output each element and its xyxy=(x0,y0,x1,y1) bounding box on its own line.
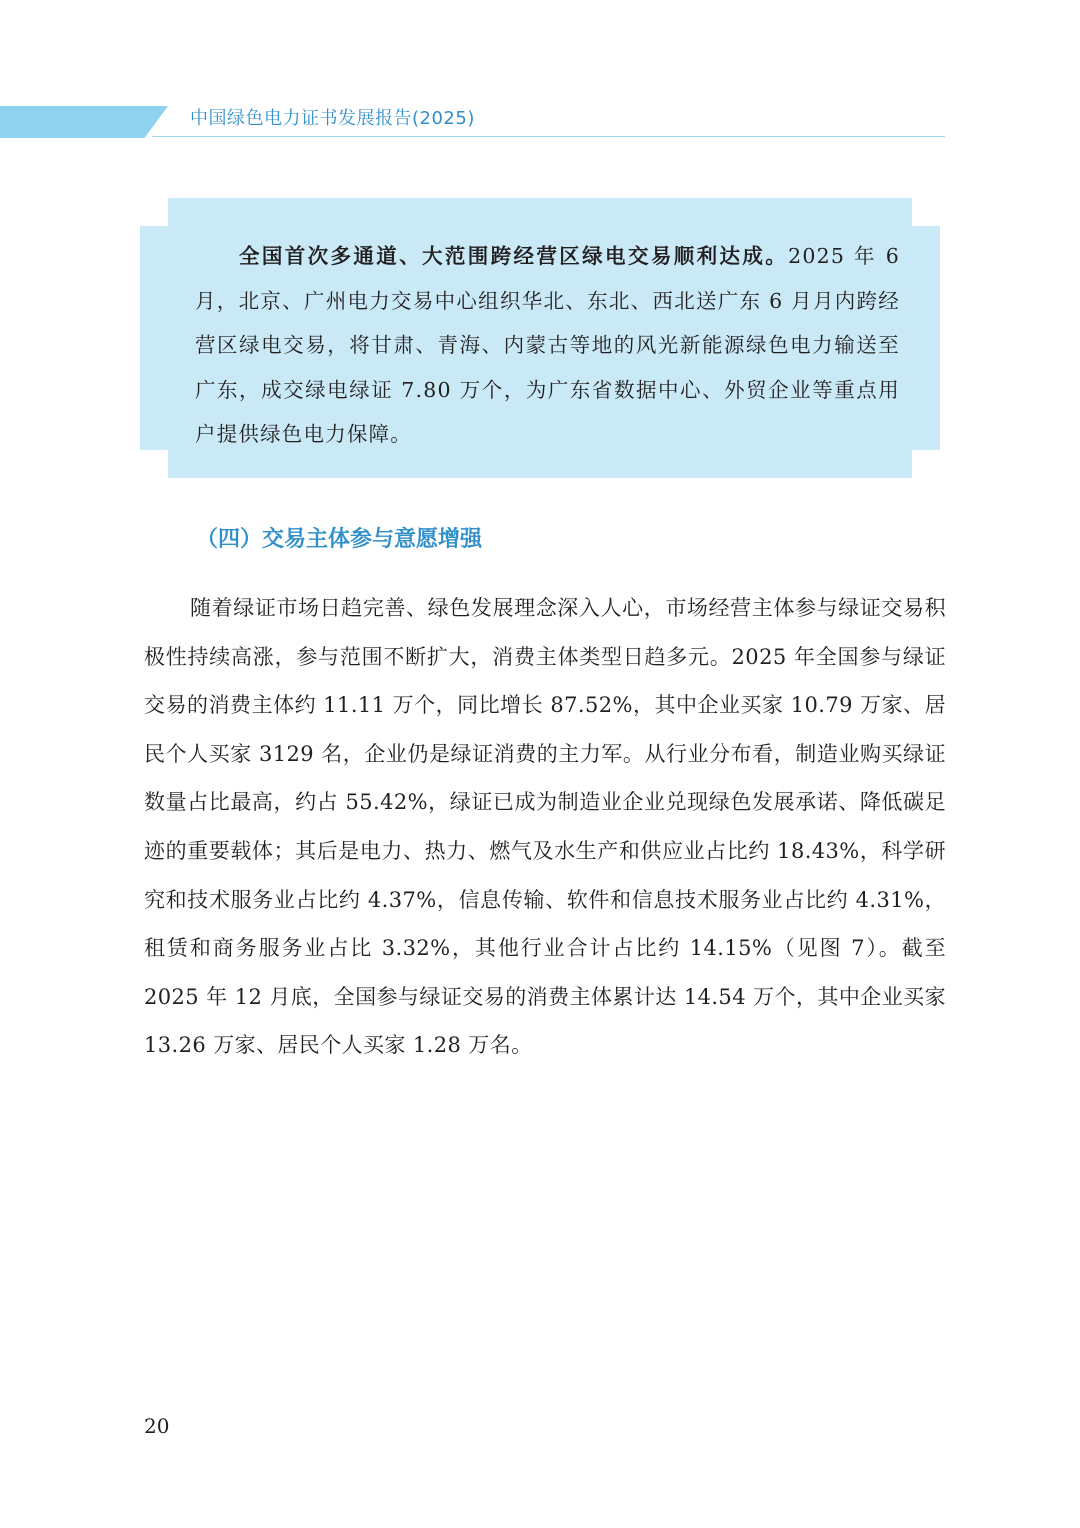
section-heading: （四）交易主体参与意愿增强 xyxy=(196,527,483,552)
running-header-title: 中国绿色电力证书发展报告(2025) xyxy=(190,108,475,129)
body-paragraph: 随着绿证市场日趋完善、绿色发展理念深入人心，市场经营主体参与绿证交易积极性持续高涨，参与范围不断扩大，消费主体类型日趋多元。2025 年全国参与绿证交易的消费主体约 11.11 万个，同比增长 87.52%，其中企业买家 10.79 万家、居民个人买家 3129 名，企业仍是绿证消费的主力军。从行业分布看，制造业购买绿证数量占比最高，约占 55.42%，绿证已成为制造业企业兑现绿色发展承诺、降低碳足迹的重要载体；其后是电力、热力、燃气及水生产和供应业占比约 18.43%，科学研究和技术服务业占比约 4.37%，信息传输、软件和信息技术服务业占比约 4.31%，租赁和商务服务业占比 3.32%，其他行业合计占比约 14.15%（见图 7）。截至 2025 年 12 月底，全国参与绿证交易的消费主体累计达 14.54 万个，其中企业买家 13.26 万家、居民个人买家 1.28 万名。 xyxy=(144,596,946,1058)
highlight-box-lead: 全国首次多通道、大范围跨经营区绿电交易顺利达成。 xyxy=(239,244,789,268)
page-number: 20 xyxy=(144,1414,170,1438)
highlight-box-body: 2025 年 6 月，北京、广州电力交易中心组织华北、东北、西北送广东 6 月月内跨经营区绿电交易，将甘肃、青海、内蒙古等地的风光新能源绿色电力输送至广东，成交绿电绿证 7.80 万个，为广东省数据中心、外贸企业等重点用户提供绿色电力保障。 xyxy=(195,244,900,446)
highlight-box-text xyxy=(195,234,900,457)
header-divider xyxy=(152,136,945,137)
header-accent-band xyxy=(0,106,168,138)
